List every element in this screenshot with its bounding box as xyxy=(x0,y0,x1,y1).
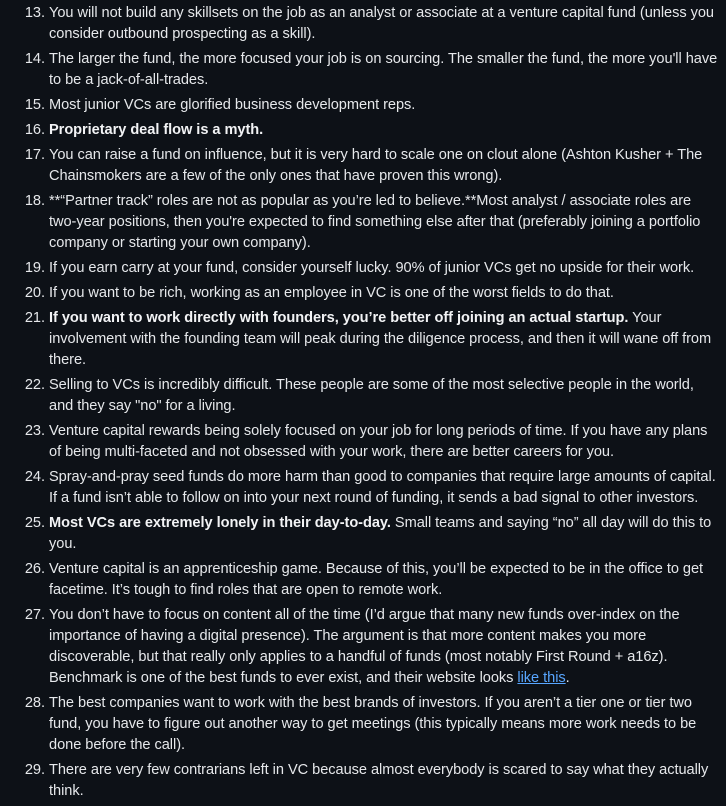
list-item-text xyxy=(49,762,708,799)
text-segment: The best companies want to work with the best brands of investors. If you aren’t a tier one or tier two fund, you have to figure out another way to get meetings (this typically means more work needs to be done before the call). xyxy=(49,695,697,753)
text-segment: Selling to VCs is incredibly difficult. These people are some of the most selective people in the world, and they say "no" for a living. xyxy=(49,377,694,414)
list-item-number: 21. xyxy=(24,310,45,326)
list-item-text xyxy=(49,469,716,506)
bold-text: If you want to work directly with founders, you’re better off joining an actual startup. xyxy=(49,310,629,326)
list-item-number: 13. xyxy=(24,5,45,21)
list-item xyxy=(0,760,726,802)
list-item-text xyxy=(49,310,711,368)
list-item-number: 24. xyxy=(24,469,45,485)
list-item xyxy=(0,375,726,417)
list-item-text xyxy=(49,607,680,686)
text-segment: Most junior VCs are glorified business development reps. xyxy=(49,97,416,113)
list-item-number: 18. xyxy=(24,193,45,209)
list-item xyxy=(0,191,726,254)
list-item xyxy=(0,3,726,45)
list-item-text xyxy=(49,423,707,460)
numbered-list xyxy=(0,3,726,806)
text-segment: There are very few contrarians left in VC because almost everybody is scared to say what they actually think. xyxy=(49,762,709,799)
text-segment: Spray-and-pray seed funds do more harm than good to companies that require large amounts of capital. If a fund isn’t able to follow on into your next round of funding, it sends a bad signal to other investors. xyxy=(49,469,716,506)
list-item xyxy=(0,258,726,279)
list-item xyxy=(0,308,726,371)
list-item-number: 19. xyxy=(24,260,45,276)
list-item xyxy=(0,605,726,689)
list-item-number: 17. xyxy=(24,147,45,163)
text-segment: Venture capital is an apprenticeship game. Because of this, you’ll be expected to be in the office to get facetime. It’s tough to find roles that are open to remote work. xyxy=(49,561,704,598)
list-item-number: 28. xyxy=(24,695,45,711)
list-item xyxy=(0,513,726,555)
list-item-number: 15. xyxy=(24,97,45,113)
text-segment: Small teams and saying “no” all day will do this to you. xyxy=(49,515,712,552)
list-item-text xyxy=(49,97,415,113)
list-item-text xyxy=(49,5,714,42)
list-item xyxy=(0,559,726,601)
list-item xyxy=(0,283,726,304)
text-segment: You don’t have to focus on content all of the time (I’d argue that many new funds over-index on the importance of having a digital presence). The argument is that more content makes you more discoverable, but that really only applies to a handful of funds (most notably First Round + a16z). Benchmark is one of the best funds to ever exist, and their website looks xyxy=(49,607,680,686)
list-item-text xyxy=(49,695,696,753)
text-segment: . xyxy=(565,670,570,686)
list-item-text xyxy=(49,193,700,251)
text-segment: If you earn carry at your fund, consider yourself lucky. 90% of junior VCs get no upside for their work. xyxy=(49,260,695,276)
list-item-text xyxy=(49,515,711,552)
list-item-number: 16. xyxy=(24,122,45,138)
text-segment: You will not build any skillsets on the job as an analyst or associate at a venture capital fund (unless you consider outbound prospecting as a skill). xyxy=(49,5,714,42)
list-item-text xyxy=(49,561,703,598)
list-item-text xyxy=(49,147,702,184)
list-item-number: 26. xyxy=(24,561,45,577)
list-item-number: 27. xyxy=(24,607,45,623)
list-item xyxy=(0,467,726,509)
list-item-number: 20. xyxy=(24,285,45,301)
text-segment: Your involvement with the founding team will peak during the diligence process, and then it will wane off from there. xyxy=(49,310,712,368)
list-item xyxy=(0,145,726,187)
inline-link[interactable]: like this xyxy=(517,670,566,686)
text-segment: If you want to be rich, working as an employee in VC is one of the worst fields to do that. xyxy=(49,285,614,301)
list-item xyxy=(0,95,726,116)
list-item-text xyxy=(49,51,717,88)
text-segment: Venture capital rewards being solely focused on your job for long periods of time. If you have any plans of being multi-faceted and not obsessed with your work, there are better careers for you. xyxy=(49,423,708,460)
list-item-text xyxy=(49,260,694,276)
list-item-number: 23. xyxy=(24,423,45,439)
list-item xyxy=(0,421,726,463)
text-segment: You can raise a fund on influence, but it is very hard to scale one on clout alone (Ashton Kusher + The Chainsmokers are a few of the only ones that have proven this wrong). xyxy=(49,147,703,184)
list-item xyxy=(0,693,726,756)
list-item-number: 25. xyxy=(24,515,45,531)
list-item-text xyxy=(49,285,614,301)
list-item-number: 29. xyxy=(24,762,45,778)
text-segment: The larger the fund, the more focused your job is on sourcing. The smaller the fund, the more you'll have to be a jack-of-all-trades. xyxy=(49,51,718,88)
list-item-number: 14. xyxy=(24,51,45,67)
bold-text: Proprietary deal flow is a myth. xyxy=(49,122,264,138)
bold-text: Most VCs are extremely lonely in their day-to-day. xyxy=(49,515,391,531)
list-item xyxy=(0,49,726,91)
text-segment: **“Partner track” roles are not as popular as you’re led to believe.**Most analyst / associate roles are two-year positions, then you're expected to find something else after that (preferably joining a portfolio company or starting your own company). xyxy=(49,193,701,251)
list-item-number: 22. xyxy=(24,377,45,393)
list-item xyxy=(0,120,726,141)
list-item-text xyxy=(49,377,694,414)
list-item-text xyxy=(49,122,263,138)
